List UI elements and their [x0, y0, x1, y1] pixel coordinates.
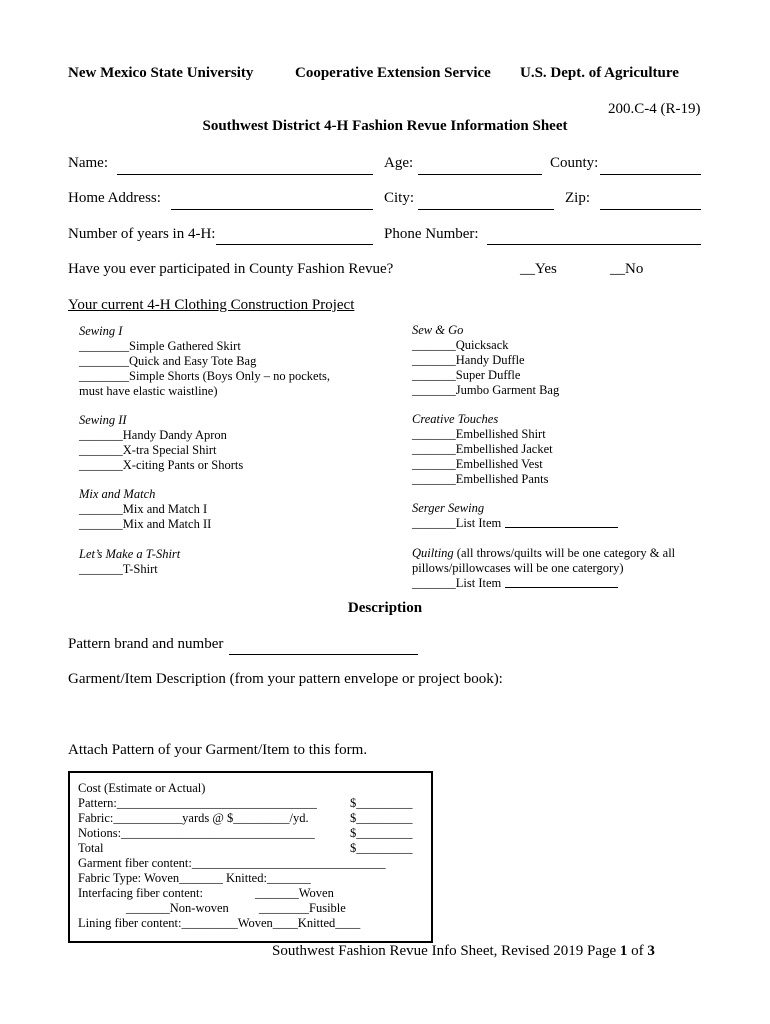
age-field[interactable] [418, 174, 542, 175]
list-item[interactable]: _______Handy Duffle [412, 353, 525, 367]
list-item[interactable]: _______Handy Dandy Apron [79, 428, 227, 442]
list-item[interactable]: _______Super Duffle [412, 368, 521, 382]
name-field[interactable] [117, 174, 373, 175]
list-item[interactable]: _______X-citing Pants or Shorts [79, 458, 244, 472]
quilting-note-cont: pillows/pillowcases will be one catergory) [412, 561, 624, 575]
garment-description-label: Garment/Item Description (from your pattern envelope or project book): [68, 671, 503, 687]
serger-group [412, 501, 501, 531]
creative-touches-group [412, 412, 553, 487]
interfacing-label: Interfacing fiber content: [78, 886, 203, 900]
footer-page: 1 [619, 943, 628, 959]
city-label: City: [384, 190, 415, 206]
list-item[interactable]: _______Embellished Shirt [412, 427, 546, 441]
list-item[interactable]: _______Embellished Vest [412, 457, 543, 471]
serger-list-line[interactable] [505, 527, 618, 528]
list-item[interactable]: _______List Item [412, 516, 502, 530]
sewing-2-group [79, 413, 243, 473]
pattern-brand-label: Pattern brand and number [68, 636, 224, 652]
home-address-label: Home Address: [68, 190, 161, 206]
list-item[interactable]: ________Simple Gathered Skirt [79, 339, 241, 353]
list-item[interactable]: _______Mix and Match I [79, 502, 208, 516]
list-item[interactable]: _______Quicksack [412, 338, 509, 352]
zip-field[interactable] [600, 209, 701, 210]
participated-question: Have you ever participated in County Fashion Revue? [68, 261, 394, 277]
zip-label: Zip: [565, 190, 590, 206]
quilting-list-line[interactable] [505, 587, 618, 588]
notions-amount[interactable]: $_________ [350, 826, 413, 840]
cost-amounts [350, 796, 413, 856]
list-item[interactable]: _______Embellished Jacket [412, 442, 553, 456]
phone-label: Phone Number: [384, 226, 479, 242]
pattern-amount[interactable]: $_________ [350, 796, 413, 810]
serger-title: Serger Sewing [412, 501, 485, 515]
garment-fiber-content[interactable]: Garment fiber content:_______________________________ [78, 856, 386, 870]
lining-fiber-content[interactable]: Lining fiber content:_________Woven____Knitted____ [78, 916, 361, 930]
sewing-1-title: Sewing I [79, 324, 123, 338]
county-label: County: [550, 155, 599, 171]
age-label: Age: [384, 155, 414, 171]
usda-dept: U.S. Dept. of Agriculture [520, 65, 679, 81]
sewing-2-title: Sewing II [79, 413, 127, 427]
footer [272, 943, 655, 960]
sew-go-title: Sew & Go [412, 323, 464, 337]
extension-service: Cooperative Extension Service [295, 65, 491, 81]
name-label: Name: [68, 155, 108, 171]
years-field[interactable] [216, 244, 373, 245]
tshirt-title: Let’s Make a T-Shirt [79, 547, 181, 561]
form-title: Southwest District 4-H Fashion Revue Information Sheet [202, 118, 568, 134]
footer-text: Southwest Fashion Revue Info Sheet, Revised 2019 Page [272, 943, 617, 959]
attach-pattern-label: Attach Pattern of your Garment/Item to this form. [68, 742, 368, 758]
notions-cost[interactable]: Notions:_______________________________ [78, 826, 315, 840]
description-heading: Description [347, 600, 423, 616]
list-item[interactable]: _______Embellished Pants [412, 472, 549, 486]
footer-of: of [631, 943, 644, 959]
interfacing-nonwoven[interactable]: _______Non-woven [126, 901, 229, 915]
project-heading: Your current 4-H Clothing Construction Project [68, 297, 355, 313]
list-item[interactable]: _______Jumbo Garment Bag [412, 383, 560, 397]
quilting-title: Quilting [412, 546, 454, 560]
interfacing-fusible[interactable]: ________Fusible [259, 901, 346, 915]
tshirt-group [79, 547, 180, 577]
quilting-note: (all throws/quilts will be one category & all [456, 546, 676, 560]
list-item[interactable]: ________Quick and Easy Tote Bag [79, 354, 257, 368]
sewing-1-group [79, 324, 330, 399]
county-field[interactable] [600, 174, 701, 175]
list-item-note: must have elastic waistline) [79, 384, 218, 398]
form-number: 200.C-4 (R-19) [608, 101, 701, 117]
years-label: Number of years in 4-H: [68, 226, 216, 242]
fabric-amount[interactable]: $_________ [350, 811, 413, 825]
interfacing-woven[interactable]: _______Woven [255, 886, 334, 900]
home-address-field[interactable] [171, 209, 373, 210]
yes-option[interactable]: __Yes [520, 261, 557, 277]
fabric-type[interactable]: Fabric Type: Woven_______ Knitted:_______ [78, 871, 311, 885]
mix-match-title: Mix and Match [79, 487, 156, 501]
mix-match-group [79, 487, 211, 532]
list-item[interactable]: ________Simple Shorts (Boys Only – no pockets, [79, 369, 331, 383]
list-item[interactable]: _______T-Shirt [79, 562, 158, 576]
pattern-brand-field[interactable] [229, 654, 418, 655]
quilting-group [412, 546, 675, 591]
university-name: New Mexico State University [68, 65, 254, 81]
list-item[interactable]: _______X-tra Special Shirt [79, 443, 217, 457]
city-field[interactable] [418, 209, 554, 210]
fabric-cost[interactable]: Fabric:___________yards @ $_________/yd. [78, 811, 309, 825]
pattern-cost[interactable]: Pattern:________________________________ [78, 796, 317, 810]
total-amount[interactable]: $_________ [350, 841, 413, 855]
list-item[interactable]: _______List Item [412, 576, 502, 590]
no-option[interactable]: __No [610, 261, 644, 277]
total-label: Total [78, 841, 104, 855]
list-item[interactable]: _______Mix and Match II [79, 517, 212, 531]
creative-touches-title: Creative Touches [412, 412, 499, 426]
cost-heading: Cost (Estimate or Actual) [78, 781, 206, 795]
sew-go-group [412, 323, 559, 398]
phone-field[interactable] [487, 244, 701, 245]
footer-total-pages: 3 [647, 943, 655, 959]
